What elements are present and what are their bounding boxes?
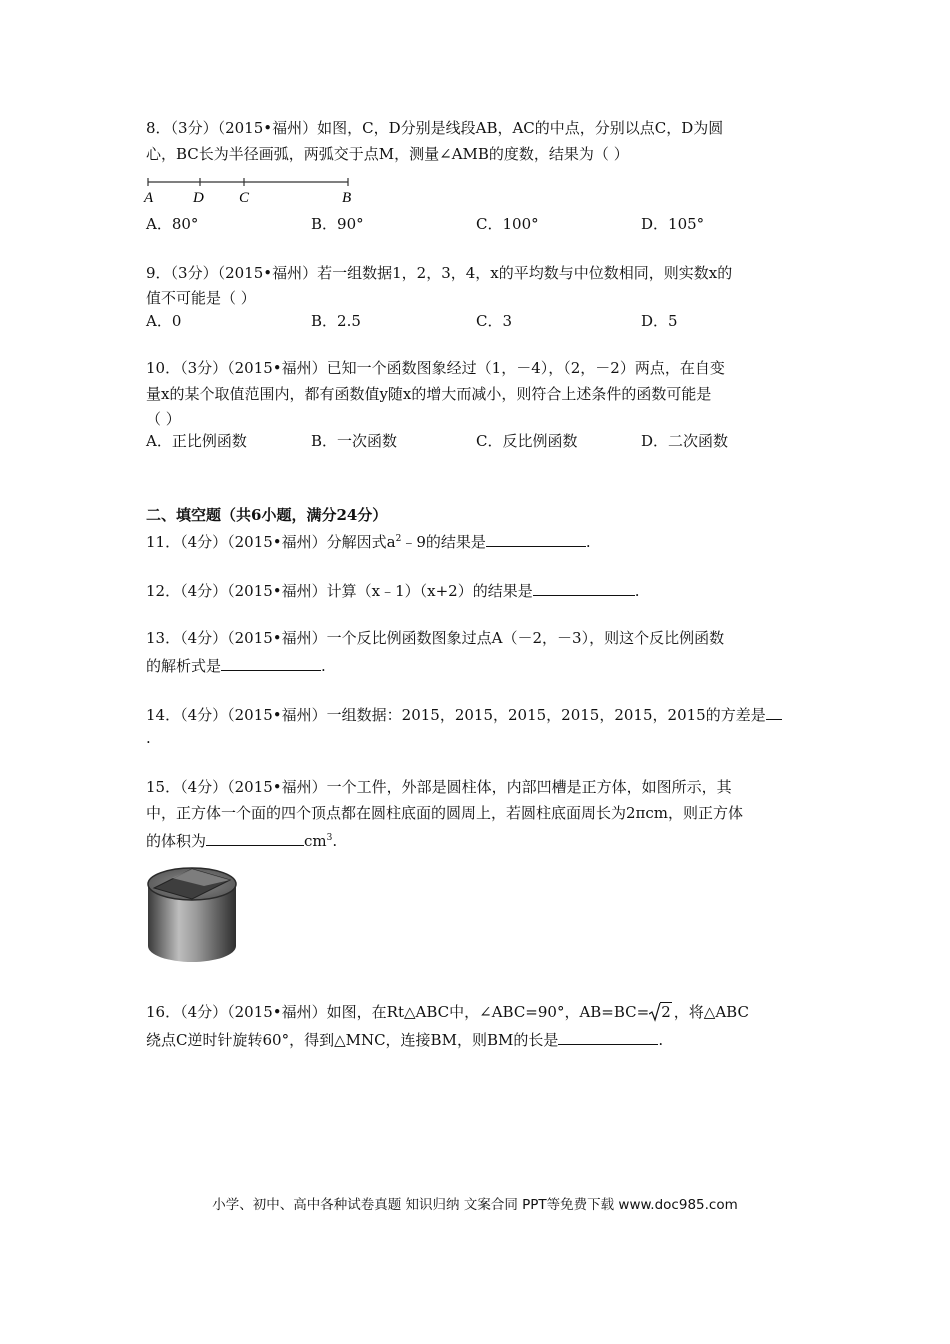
q8-line-1: 8．（3分）（2015•福州）如图，C，D分别是线段AB，AC的中点，分别以点C，D为圆 <box>146 119 724 137</box>
q16-line2-text: 绕点C逆时针旋转60°，得到△MNC，连接BM，则BM的长是 <box>146 1031 559 1049</box>
q13-line-2 <box>146 654 326 676</box>
q16-suffix: ，将△ABC <box>673 1003 749 1021</box>
q9-option-b: B．2.5 <box>311 312 361 330</box>
q15-line-1: 15．（4分）（2015•福州）一个工件，外部是圆柱体，内部凹槽是正方体，如图所示，其 <box>146 778 732 796</box>
q8-option-b: B．90° <box>311 215 364 233</box>
section-heading-fill-in: 二、填空题（共6小题，满分24分） <box>146 506 388 524</box>
q15-line-2: 中，正方体一个面的四个顶点都在圆柱底面的圆周上，若圆柱底面周长为2πcm，则正方体 <box>146 804 744 822</box>
q12-line <box>146 579 640 601</box>
q14-text: 14．（4分）（2015•福州）一组数据：2015，2015，2015，2015，2015，2015的方差是 <box>146 706 766 724</box>
q11-prefix: 11．（4分）（2015•福州）分解因式a <box>146 533 396 551</box>
q15-prefix: 的体积为 <box>146 832 207 850</box>
label-a: A <box>144 190 154 206</box>
cylinder-with-cube-groove-figure <box>142 862 242 964</box>
q15-unit-exponent: 3 <box>326 833 333 843</box>
q14-answer-blank <box>766 703 782 720</box>
q16-end: . <box>658 1031 664 1049</box>
q9-line-1: 9．（3分）（2015•福州）若一组数据1，2，3，4，x的平均数与中位数相同，则实数x的 <box>146 264 733 282</box>
label-c: C <box>239 190 250 206</box>
sqrt-radicand: 2 <box>661 1003 671 1021</box>
q10-option-c: C．反比例函数 <box>476 432 578 450</box>
q10-option-b: B．一次函数 <box>311 432 398 450</box>
q11-line <box>146 530 591 552</box>
q13-prefix: 的解析式是 <box>146 657 222 675</box>
q11-end: . <box>585 533 591 551</box>
q13-answer-blank <box>221 654 321 671</box>
q16-line-1 <box>146 1002 749 1022</box>
q12-answer-blank <box>533 579 635 596</box>
q8-option-c: C．100° <box>476 215 539 233</box>
q15-line-3 <box>146 829 337 851</box>
radical-sign <box>649 1002 661 1022</box>
q9-line-2: 值不可能是（ ） <box>146 289 256 307</box>
q10-option-d: D．二次函数 <box>641 432 729 450</box>
sqrt-expression <box>649 1002 672 1022</box>
q10-line-2: 量x的某个取值范围内，都有函数值y随x的增大而减小，则符合上述条件的函数可能是 <box>146 385 712 403</box>
q9-option-d: D．5 <box>641 312 678 330</box>
q11-answer-blank <box>486 530 586 547</box>
q11-suffix: ﹣9的结果是 <box>401 533 486 551</box>
q9-option-c: C．3 <box>476 312 513 330</box>
q12-end: . <box>634 582 640 600</box>
footer-advert: 小学、初中、高中各种试卷真题 知识归纳 文案合同 PPT等免费下载 www.doc985.com <box>212 1197 738 1213</box>
q8-option-a: A．80° <box>146 215 199 233</box>
q16-line-2 <box>146 1028 663 1050</box>
q16-prefix: 16．（4分）（2015•福州）如图，在Rt△ABC中，∠ABC=90°，AB=BC= <box>146 1003 650 1021</box>
segment-figure <box>140 172 360 208</box>
q14-line-1 <box>146 703 782 725</box>
q8-line-2: 心，BC长为半径画弧，两弧交于点M，测量∠AMB的度数，结果为（ ） <box>146 145 629 163</box>
q15-answer-blank <box>206 829 304 846</box>
q16-answer-blank <box>558 1028 658 1045</box>
q8-option-d: D．105° <box>641 215 705 233</box>
q11-exponent: 2 <box>395 534 402 544</box>
q12-prefix: 12．（4分）（2015•福州）计算（x﹣1）（x+2）的结果是 <box>146 582 533 600</box>
q13-line-1: 13．（4分）（2015•福州）一个反比例函数图象过点A（－2，－3），则这个反比例函数 <box>146 629 725 647</box>
q14-line-2: . <box>146 729 151 747</box>
q9-option-a: A．0 <box>146 312 182 330</box>
q13-end: . <box>321 657 326 675</box>
label-b: B <box>342 190 352 206</box>
q15-end: . <box>332 832 338 850</box>
q10-option-a: A．正比例函数 <box>146 432 247 450</box>
q10-line-3: （ ） <box>146 410 181 428</box>
q10-line-1: 10．（3分）（2015•福州）已知一个函数图象经过（1，－4），（2，－2）两点，在自变 <box>146 359 725 377</box>
label-d: D <box>193 190 204 206</box>
q15-unit: cm <box>304 832 327 850</box>
